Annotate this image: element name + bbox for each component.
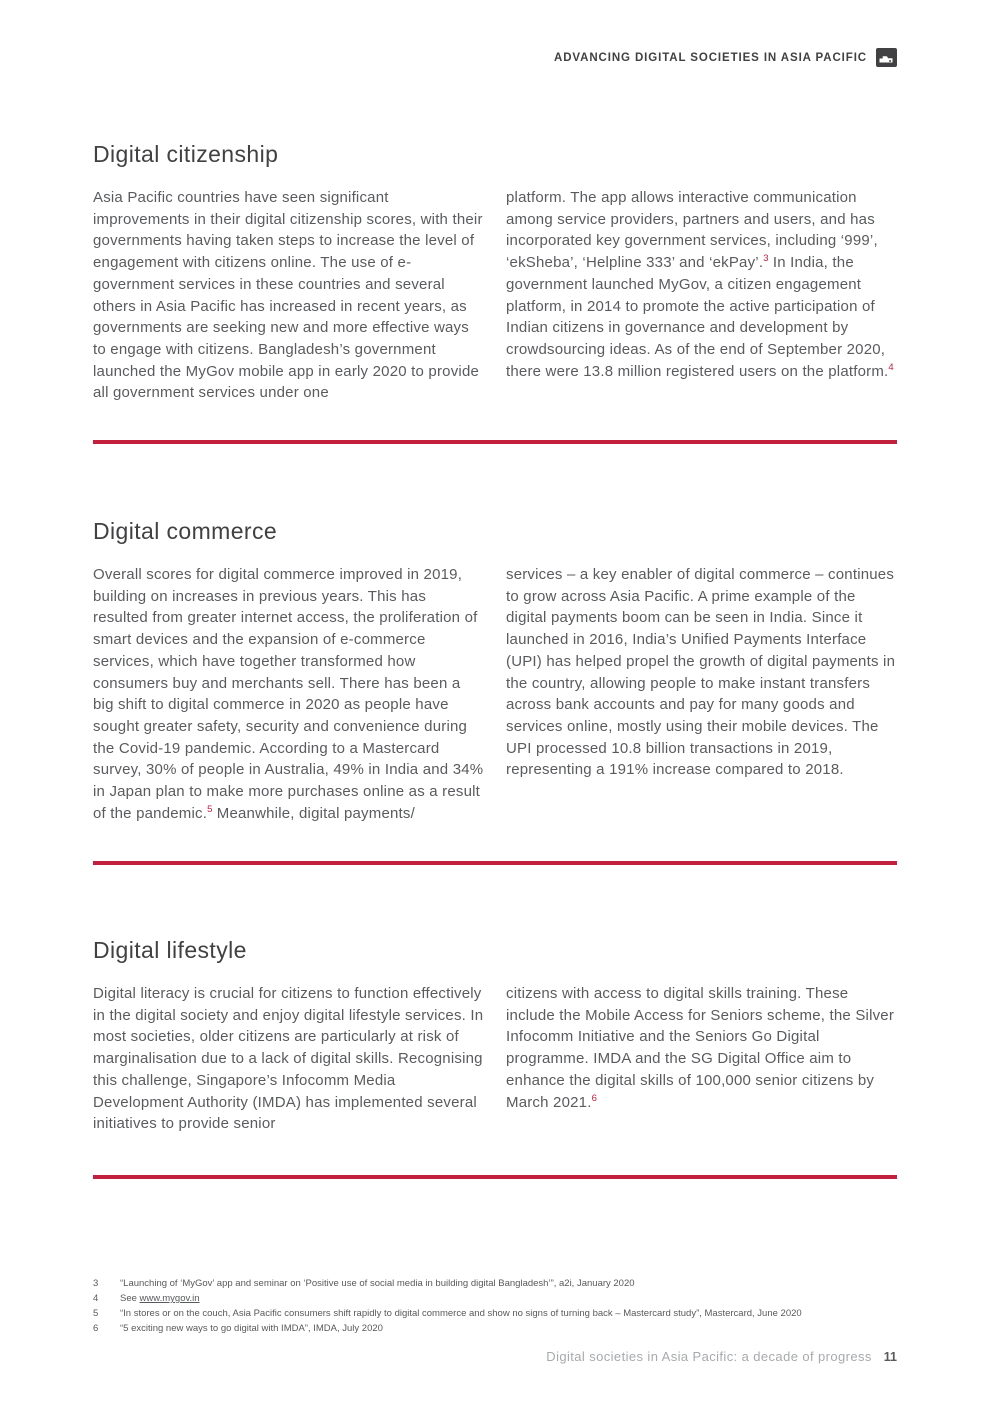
footnote-ref-3: 3 xyxy=(763,253,769,265)
section-title: Digital lifestyle xyxy=(93,937,247,963)
footer-title: Digital societies in Asia Pacific: a decade of progress xyxy=(546,1349,872,1364)
two-column-text xyxy=(93,187,897,404)
footnote-text xyxy=(120,1291,200,1306)
page-number: 11 xyxy=(883,1350,897,1364)
column-right xyxy=(506,564,897,824)
footnote-text: “5 exciting new ways to go digital with IMDA”, IMDA, July 2020 xyxy=(120,1323,383,1334)
footnote-6 xyxy=(93,1321,897,1336)
column-left xyxy=(93,187,484,404)
column-right xyxy=(506,983,897,1135)
two-column-text xyxy=(93,564,897,824)
body-text: In India, the government launched MyGov, a citizen engagement platform, in 2014 to promote the active participation of Indian citizens in governance and development by crowdsourcing ideas. As of the end of September 2020, there were 13.8 million registered users on the platform. xyxy=(506,254,889,380)
footnotes-block xyxy=(93,1276,897,1336)
section-digital-commerce xyxy=(93,517,897,824)
body-text: Overall scores for digital commerce improved in 2019, building on increases in previous years. This has resulted from greater internet access, the proliferation of smart devices and the expansion of e-commerce services, which have together transformed how consumers buy and merchants sell. There has been a big shift to digital commerce in 2020 as people have sought greater safety, security and convenience during the Covid-19 pandemic. According to a Mastercard survey, 30% of people in Australia, 49% in India and 34% in Japan plan to make more purchases online as a result of the pandemic. xyxy=(93,566,484,822)
body-text: Digital literacy is crucial for citizens to function effectively in the digital society and enjoy digital lifestyle services. In most societies, older citizens are particularly at risk of marginalisation due to a lack of digital skills. Recognising this challenge, Singapore’s Infocomm Media Development Authority (IMDA) has implemented several initiatives to provide senior xyxy=(93,985,484,1133)
body-paragraph xyxy=(506,564,897,781)
footnote-ref-4: 4 xyxy=(888,361,894,373)
body-text: Asia Pacific countries have seen significant improvements in their digital citizenship scores, with their governments having taken steps to increase the level of engagement with citizens online. The use of e-government services in these countries and several others in Asia Pacific has increased in recent years, as governments are seeking new and more effective ways to engage with citizens. Bangladesh’s government launched the MyGov mobile app in early 2020 to provide all government services under one xyxy=(93,189,483,402)
footnote-text: “In stores or on the couch, Asia Pacific consumers shift rapidly to digital commerce and show no signs of turning back – Mastercard study”, Mastercard, June 2020 xyxy=(120,1308,802,1319)
body-text: platform. The app allows interactive communication among service providers, partners and users, and has incorporated key government services, including ‘999’, ‘ekSheba’, ‘Helpline 333’ and ‘ekPay’. xyxy=(506,189,878,272)
mygov-link[interactable]: www.mygov.in xyxy=(139,1293,200,1304)
body-text: Meanwhile, digital payments/ xyxy=(212,804,415,822)
column-left xyxy=(93,564,484,824)
body-text: services – a key enabler of digital commerce – continues to grow across Asia Pacific. A prime example of the digital payments boom can be seen in India. Since it launched in 2016, India’s Unified Payments Interface (UPI) has helped propel the growth of digital payments in the country, allowing people to make instant transfers across bank accounts and pay for many goods and services online, mostly using their mobile devices. The UPI processed 10.8 billion transactions in 2019, representing a 191% increase compared to 2018. xyxy=(506,566,896,779)
section-digital-citizenship xyxy=(93,140,897,404)
footnote-ref-5: 5 xyxy=(207,803,213,815)
footnote-number: 4 xyxy=(93,1293,99,1304)
column-right xyxy=(506,187,897,404)
footnote-number: 5 xyxy=(93,1308,99,1319)
page-footer xyxy=(93,1349,897,1364)
footnote-number: 6 xyxy=(93,1323,99,1334)
section-title: Digital citizenship xyxy=(93,141,279,167)
body-text: citizens with access to digital skills training. These include the Mobile Access for Seniors scheme, the Silver Infocomm Initiative and the Seniors Go Digital programme. IMDA and the SG Digital Office aim to enhance the digital skills of 100,000 senior citizens by March 2021. xyxy=(506,985,895,1111)
footnote-ref-6: 6 xyxy=(591,1092,597,1104)
section-digital-lifestyle xyxy=(93,936,897,1135)
section-divider-rule xyxy=(93,861,897,865)
footnote-5 xyxy=(93,1306,897,1321)
column-left xyxy=(93,983,484,1135)
footnote-4 xyxy=(93,1291,897,1306)
gsma-logo-icon xyxy=(876,48,897,67)
footnote-number: 3 xyxy=(93,1278,99,1289)
section-divider-rule xyxy=(93,1175,897,1179)
section-divider-rule xyxy=(93,440,897,444)
body-paragraph xyxy=(93,983,484,1135)
section-title: Digital commerce xyxy=(93,518,278,544)
body-paragraph xyxy=(506,187,897,382)
body-paragraph xyxy=(93,564,484,824)
two-column-text xyxy=(93,983,897,1135)
footnote-3 xyxy=(93,1276,897,1291)
running-head: ADVANCING DIGITAL SOCIETIES IN ASIA PACIFIC xyxy=(553,51,867,64)
footnote-text-pre: See xyxy=(120,1293,140,1304)
page-header xyxy=(93,48,897,67)
footnote-text: “Launching of ‘MyGov’ app and seminar on ‘Positive use of social media in building digital Bangladesh’”, a2i, January 2020 xyxy=(120,1278,635,1289)
body-paragraph xyxy=(93,187,484,404)
body-paragraph xyxy=(506,983,897,1113)
